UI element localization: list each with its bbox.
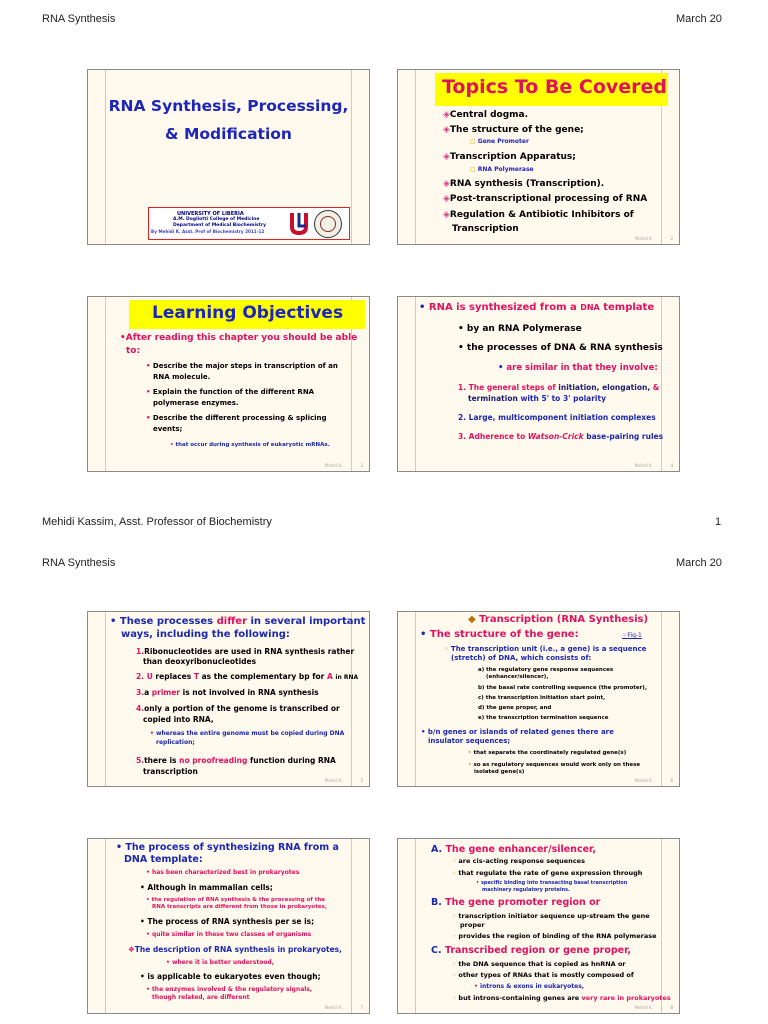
objective-item: Explain the function of the different RNA — [152, 388, 315, 396]
slide-footer: Mehidi K. — [324, 1005, 343, 1010]
topic-item: Post-transcriptional processing of RNA — [449, 194, 648, 204]
process-item: Although in mammalian cells; — [147, 883, 273, 892]
process-item: The description of RNA synthesis in prokaryotes, — [134, 945, 342, 954]
process-subitem: quite similar in these two classes of organisms — [151, 931, 312, 938]
gene-part-a: a) the regulatory gene response sequences — [478, 667, 614, 673]
page2-header-title: RNA Synthesis — [42, 557, 116, 569]
objective-item-cont: events; — [153, 425, 183, 433]
slide-number: 5 — [360, 778, 363, 783]
process-subitem: the enzymes involved & the regulatory signals, — [151, 986, 313, 993]
slide-footer: Mehidi K. — [634, 463, 653, 468]
slide-5-differences: • These processes differ in several important ways, including the following: 1.Ribonucleotides are used in RNA synthesis rather than deoxyribonucleotides 2. U replaces T as the complementary bp for A in RNA 3.a primer is not involved in RNA synthesis 4.only a portion of the genome is transcribed or copied into RNA, • whereas the entire genome must be copied during DNA replication; 5.there is no proofreading function during RNA transcription Mehidi K. 5 — [87, 611, 370, 787]
page1-header-title: RNA Synthesis — [42, 13, 116, 25]
difference-subitem: whereas the entire genome must be copied during DNA — [155, 730, 345, 737]
slide-footer: Mehidi K. — [634, 236, 653, 241]
point-text: by an RNA Polymerase — [466, 324, 582, 334]
section-subitem-cont: machinery regulatory proteins. — [482, 887, 571, 893]
slide-footer: Mehidi K. — [324, 778, 343, 783]
gene-part-b: b) the basal rate controlling sequence (the promoter), — [478, 685, 647, 691]
difference-item-1: 1.Ribonucleotides are used in RNA synthesis rather — [136, 647, 355, 656]
slide-number: 2 — [670, 236, 673, 241]
objective-subitem: that occur during synthesis of eukaryotic mRNAs. — [175, 442, 330, 448]
section-subitem: specific binding into transacting basal transcription — [480, 880, 628, 886]
numbered-item-1-cont: termination with 5' to 3' polarity — [468, 394, 606, 403]
difference-item-4: 4.only a portion of the genome is transcribed or — [136, 704, 340, 713]
slide-title: • RNA is synthesized from a DNA template — [419, 302, 655, 313]
numbered-item-1: 1. The general steps of initiation, elongation, & — [458, 383, 660, 392]
difference-item-3: 3.a primer is not involved in RNA synthesis — [136, 688, 319, 697]
difference-item-4-cont: copied into RNA, — [143, 715, 214, 724]
slide-title-line2: & Modification — [165, 125, 292, 143]
slide-title: Topics To Be Covered — [442, 76, 668, 98]
section-a-heading: A. The gene enhancer/silencer, — [431, 844, 596, 855]
section-item: other types of RNAs that is mostly composed of — [458, 971, 634, 979]
objective-item: Describe the different processing & splicing — [152, 414, 327, 422]
slide-6-gene-structure: ◆ Transcription (RNA Synthesis) • The structure of the gene: ☞Fig-1 ◦ The transcription unit (i.e., a gene) is a sequence (stretch) of DNA, which consists of: a) the regulatory gene response sequences (enhancer/silencer), b) the basal rate controlling sequence (the promoter), c) the transcription initiation start point, d) the gene proper, and e) the transcription termination sequence • b/n genes or islands of related genes there are insulator sequences; • that separate the coordinately regulated gene(s) • so as regulatory sequences would work only on these isolated gene(s) Mehidi K. 6 — [397, 611, 680, 787]
slide-footer: Mehidi K. — [634, 1005, 653, 1010]
gene-part-e: e) the transcription termination sequence — [478, 715, 609, 721]
college-name: A.M. Dogliotti College of Medicine — [173, 217, 260, 222]
slide-footer: Mehidi K. — [634, 778, 653, 783]
insulator-text: b/n genes or islands of related genes there are — [427, 728, 614, 736]
difference-subitem-cont: replication; — [156, 739, 195, 746]
point-text: the processes of DNA & RNA synthesis — [466, 343, 663, 353]
section-item: ◦ but introns-containing genes are very rare in prokaryotes — [452, 994, 671, 1002]
numbered-item-3: 3. Adherence to Watson-Crick base-pairing rules — [458, 432, 664, 441]
objective-item: Describe the major steps in transcription of an — [152, 362, 338, 370]
insulator-subitem-cont: isolated gene(s) — [474, 769, 525, 775]
insulator-subitem: so as regulatory sequences would work only on these — [473, 762, 641, 768]
section-c-heading: C. Transcribed region or gene proper, — [431, 945, 631, 956]
slide-number: 7 — [360, 1005, 363, 1010]
intro-text-cont: to: — [126, 346, 141, 356]
slide-number: 4 — [670, 463, 673, 468]
slide-title-cont: ways, including the following: — [121, 629, 290, 640]
section-item: the DNA sequence that is copied as hnRNA or — [458, 960, 626, 968]
insulator-subitem: that separate the coordinately regulated gene(s) — [473, 750, 627, 756]
slide-4-template: • RNA is synthesized from a DNA template • by an RNA Polymerase • the processes of DNA & RNA synthesis • are similar in that they involve: 1. The general steps of initiation, elongation, & termination with 5' to 3' polarity 2. Large, multicomponent initiation complexes 3. Adherence to Watson-Crick base-pairing rules Mehidi K. 4 — [397, 296, 680, 472]
slide-number: 6 — [670, 778, 673, 783]
slide-title: Transcription (RNA Synthesis) — [479, 614, 649, 625]
topic-item: Central dogma. — [449, 110, 529, 120]
gene-text-cont: (stretch) of DNA, which consists of: — [451, 654, 592, 662]
slide-title: • These processes differ in several important — [110, 616, 366, 627]
gene-part-d: d) the gene proper, and — [478, 705, 552, 711]
process-subitem-cont: RNA transcripts are different from those in prokaryotes, — [152, 904, 327, 910]
topic-item-cont: Transcription — [452, 224, 519, 234]
section-item: transcription initiator sequence up-stream the gene — [458, 912, 650, 920]
slide-title-cont: DNA template: — [124, 854, 203, 865]
gene-text: The transcription unit (i.e., a gene) is a sequence — [450, 645, 647, 653]
slide-2-topics: Topics To Be Covered ◈Central dogma. ◈The structure of the gene; □ Gene Promoter ◈Transcription Apparatus; □ RNA Polymerase ◈RNA synthesis (Transcription). ◈Post-transcriptional processing of RNA ◈Regulation & Antibiotic Inhibitors of Transcription Mehidi K. 2 — [397, 69, 680, 245]
figure-link[interactable]: ☞Fig-1 — [622, 632, 642, 639]
topic-item: The structure of the gene; — [449, 125, 584, 135]
slide-footer: Mehidi K. — [324, 463, 343, 468]
slide-1-title — [87, 69, 370, 245]
process-item: is applicable to eukaryotes even though; — [147, 972, 321, 981]
topic-item: Transcription Apparatus; — [449, 152, 576, 162]
topic-subitem: Gene Promoter — [477, 138, 529, 145]
insulator-text-cont: insulator sequences; — [428, 737, 511, 745]
section-b-heading: B. The gene promoter region or — [431, 897, 601, 908]
difference-item-5: 5.there is no proofreading function during RNA — [136, 756, 336, 765]
process-item: The process of RNA synthesis per se is; — [147, 917, 315, 926]
topic-subitem: RNA Polymerase — [477, 166, 534, 173]
slide-title-line1: RNA Synthesis, Processing, — [108, 97, 349, 115]
author-line: By Mehidi K. Asst. Prof of Biochemistry 2011-12 — [151, 229, 265, 234]
slide-number: 3 — [360, 463, 363, 468]
objective-item-cont: polymerase enzymes. — [153, 399, 239, 407]
slide-title: Learning Objectives — [152, 303, 344, 323]
section-item: provides the region of binding of the RNA polymerase — [458, 932, 657, 940]
page2-header-date: March 20 — [676, 557, 722, 569]
slide-heading: The structure of the gene: — [429, 629, 579, 640]
slide-title: The process of synthesizing RNA from a — [125, 842, 339, 853]
slide-7-process: • The process of synthesizing RNA from a DNA template: • has been characterized best in prokaryotes • Although in mammalian cells; • the regulation of RNA synthesis & the processing of the RNA transcripts are different from those in prokaryotes, • The process of RNA synthesis per se is; • quite similar in these two classes of organisms ❖The description of RNA synthesis in prokaryotes, • where it is better understood, • is applicable to eukaryotes even though; • the enzymes involved & the regulatory signals, though related, are different Mehidi K. 7 — [87, 838, 370, 1014]
affiliation-box — [148, 207, 350, 240]
process-subitem: has been characterized best in prokaryotes — [151, 869, 300, 876]
difference-item-5-cont: transcription — [143, 767, 198, 776]
difference-item-1-cont: than deoxyribonucleotides — [143, 657, 257, 666]
page1-footer-number: 1 — [715, 516, 722, 528]
point-text: are similar in that they involve: — [506, 363, 658, 373]
department-name: Department of Medical Biochemistry — [173, 223, 267, 228]
university-seal-icon — [314, 210, 342, 238]
numbered-item-2: 2. Large, multicomponent initiation complexes — [458, 413, 656, 422]
university-name: UNIVERSITY OF LIBERIA — [177, 211, 244, 217]
page1-header-date: March 20 — [676, 13, 722, 25]
section-item-cont: proper — [460, 921, 485, 929]
process-subitem-cont: though related, are different — [152, 994, 250, 1001]
university-logo-icon — [289, 211, 309, 235]
process-subitem: the regulation of RNA synthesis & the processing of the — [151, 897, 326, 903]
objective-item-cont: RNA molecule. — [153, 373, 211, 381]
difference-item-2: 2. U replaces T as the complementary bp for A in RNA — [136, 672, 359, 681]
gene-part-c: c) the transcription initiation start point, — [478, 695, 606, 701]
section-item: are cis-acting response sequences — [458, 857, 585, 865]
section-subitem: introns & exons in eukaryotes, — [479, 983, 585, 990]
slide-number: 8 — [670, 1005, 673, 1010]
topic-item: Regulation & Antibiotic Inhibitors of — [449, 210, 634, 220]
gene-part-a-cont: (enhancer/silencer), — [486, 674, 549, 680]
intro-text: After reading this chapter you should be able — [125, 333, 358, 343]
section-item: that regulate the rate of gene expression through — [458, 869, 643, 877]
slide-3-objectives: Learning Objectives •After reading this chapter you should be able to: • Describe the major steps in transcription of an RNA molecule. • Explain the function of the different RNA polymerase enzymes. • Describe the different processing & splicing events; • that occur during synthesis of eukaryotic mRNAs. Mehidi K. 3 — [87, 296, 370, 472]
topic-item: RNA synthesis (Transcription). — [449, 179, 605, 189]
process-subitem: where it is better understood, — [171, 959, 275, 966]
page1-footer-author: Mehidi Kassim, Asst. Professor of Biochemistry — [42, 516, 272, 528]
slide-8-gene-regions: A. The gene enhancer/silencer, ◦ are cis-acting response sequences ◦ that regulate the rate of gene expression through • specific binding into transacting basal transcription machinery regulatory proteins. B. The gene promoter region or ◦ transcription initiator sequence up-stream the gene proper ◦ provides the region of binding of the RNA polymerase C. Transcribed region or gene proper, ◦ the DNA sequence that is copied as hnRNA or ◦ other types of RNAs that is mostly composed of • introns & exons in eukaryotes, ◦ but introns-containing genes are very rare in prokaryotes Mehidi K. 8 — [397, 838, 680, 1014]
